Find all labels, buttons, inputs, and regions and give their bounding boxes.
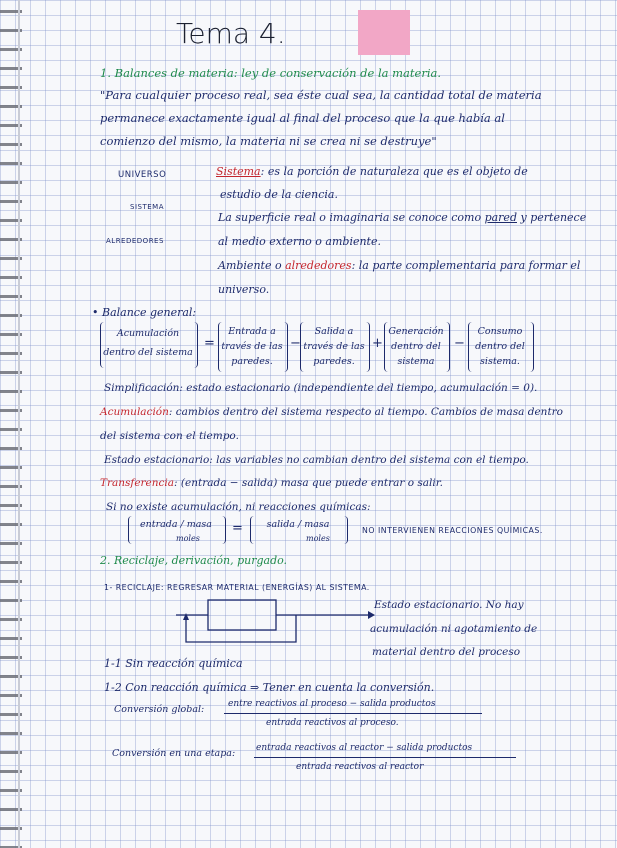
label-sistema: SISTEMA	[130, 203, 164, 211]
term-generacion-line-1: Generación	[388, 326, 444, 337]
term-salida-line-3: paredes.	[313, 356, 355, 367]
simplificacion-note: Simplificación: estado estacionario (independiente del tiempo, acumulación = 0).	[104, 382, 538, 394]
estado-note-2: acumulación ni agotamiento de	[370, 623, 538, 635]
estado-note-1: Estado estacionario. No hay	[374, 599, 524, 611]
conversion-global-fraction-bar	[224, 713, 482, 714]
estacionario-note: Estado estacionario: las variables no cambian dentro del sistema con el tiempo.	[104, 454, 529, 466]
conversion-etapa-numerator: entrada reactivos al reactor − salida productos	[256, 743, 473, 753]
pared-term: pared	[484, 211, 517, 224]
transferencia-text: : (entrada − salida) masa que puede entrar o salir.	[174, 477, 443, 489]
recycle-arrowhead	[183, 613, 189, 620]
conversion-global-numerator: entre reactivos al proceso − salida productos	[228, 699, 436, 709]
term-entrada-line-3: paredes.	[231, 356, 273, 367]
transferencia-term: Transferencia	[100, 477, 175, 489]
term-generacion-line-3: sistema	[397, 356, 435, 367]
sin-acumulacion-note: Si no existe acumulación, ni reacciones químicas:	[106, 501, 371, 513]
alrededores-term: alrededores	[285, 259, 352, 272]
eq-note: NO INTERVIENEN REACCIONES QUÍMICAS.	[362, 526, 543, 535]
ambiente-definition-2: universo.	[218, 283, 270, 296]
sistema-text: : es la porción de naturaleza que es el objeto de	[260, 165, 528, 178]
section-2-heading: 2. Reciclaje, derivación, purgado.	[100, 554, 288, 567]
pared-definition	[218, 211, 586, 225]
acumulacion-note-2: del sistema con el tiempo.	[100, 430, 239, 442]
term-acumulacion-line-1: Acumulación	[116, 328, 180, 339]
term-consumo-line-2: dentro del	[475, 341, 525, 352]
ambiente-text-a: Ambiente o	[218, 259, 282, 272]
sistema-definition	[216, 165, 528, 179]
conversion-global-label: Conversión global:	[114, 704, 205, 715]
recycle-loop	[186, 615, 296, 642]
conversion-etapa-denominator: entrada reactivos al reactor	[296, 762, 424, 772]
balance-heading: • Balance general:	[92, 306, 197, 319]
item-1-1: 1-1 Sin reacción química	[104, 657, 243, 670]
acumulacion-term: Acumulación	[100, 406, 169, 418]
quote-line-2: permanece exactamente igual al final del proceso que la que había al	[100, 111, 505, 125]
pared-text-b: y pertenece	[520, 211, 587, 224]
pink-sticky-tab	[358, 10, 410, 55]
page-title: Tema 4.	[176, 17, 286, 50]
ambiente-definition	[218, 259, 580, 273]
process-box	[208, 600, 276, 630]
output-arrowhead	[368, 611, 375, 619]
conversion-global-denominator: entrada reactivos al proceso.	[266, 718, 399, 728]
pared-text-a: La superficie real o imaginaria se conoce como	[218, 211, 482, 224]
eq-right-sub: moles	[306, 534, 330, 543]
label-alrededores: ALREDEDORES	[106, 237, 164, 245]
term-salida-line-2: través de las	[303, 341, 365, 352]
sistema-definition-2: estudio de la ciencia.	[220, 188, 338, 201]
pared-definition-2: al medio externo o ambiente.	[218, 235, 381, 248]
estado-note-3: material dentro del proceso	[372, 646, 521, 658]
term-consumo-line-1: Consumo	[477, 326, 523, 337]
operator-minus-1: −	[290, 336, 301, 351]
conversion-etapa-label: Conversión en una etapa:	[112, 748, 236, 759]
operator-plus: +	[372, 336, 383, 351]
term-generacion-line-2: dentro del	[391, 341, 441, 352]
quote-line-3: comienzo del mismo, la materia ni se crea ni se destruye"	[100, 134, 437, 148]
section-1-heading: 1. Balances de materia: ley de conservación de la materia.	[100, 66, 442, 80]
operator-minus-2: −	[454, 336, 465, 351]
acumulacion-text: : cambios dentro del sistema respecto al tiempo. Cambios de masa dentro	[168, 406, 564, 418]
reciclaje-heading: 1- RECICLAJE: REGRESAR MATERIAL (ENERGÍAS) AL SISTEMA.	[104, 583, 370, 592]
eq-left-text: entrada / masa	[140, 519, 212, 530]
quote-line-1: "Para cualquier proceso real, sea éste cual sea, la cantidad total de materia	[100, 88, 542, 102]
recycle-process-diagram	[176, 596, 376, 656]
label-universo: UNIVERSO	[118, 170, 167, 180]
operator-equals: =	[204, 336, 215, 351]
acumulacion-note	[100, 405, 563, 419]
eq-left-sub: moles	[176, 534, 200, 543]
term-consumo-line-3: sistema.	[480, 356, 520, 367]
eq-right-text: salida / masa	[266, 519, 330, 530]
transferencia-note	[100, 476, 443, 490]
term-entrada-line-1: Entrada a	[228, 326, 276, 337]
item-1-2: 1-2 Con reacción química ⇒ Tener en cuenta la conversión.	[104, 681, 435, 694]
term-entrada-line-2: través de las	[221, 341, 283, 352]
term-salida-line-1: Salida a	[314, 326, 354, 337]
page-binding-line	[18, 0, 20, 848]
ambiente-text-b: : la parte complementaria para formar el	[351, 259, 581, 272]
term-acumulacion-line-2: dentro del sistema	[103, 347, 193, 358]
eq-equals: =	[232, 521, 243, 536]
sistema-term: Sistema	[216, 165, 261, 178]
conversion-etapa-fraction-bar	[254, 757, 516, 758]
